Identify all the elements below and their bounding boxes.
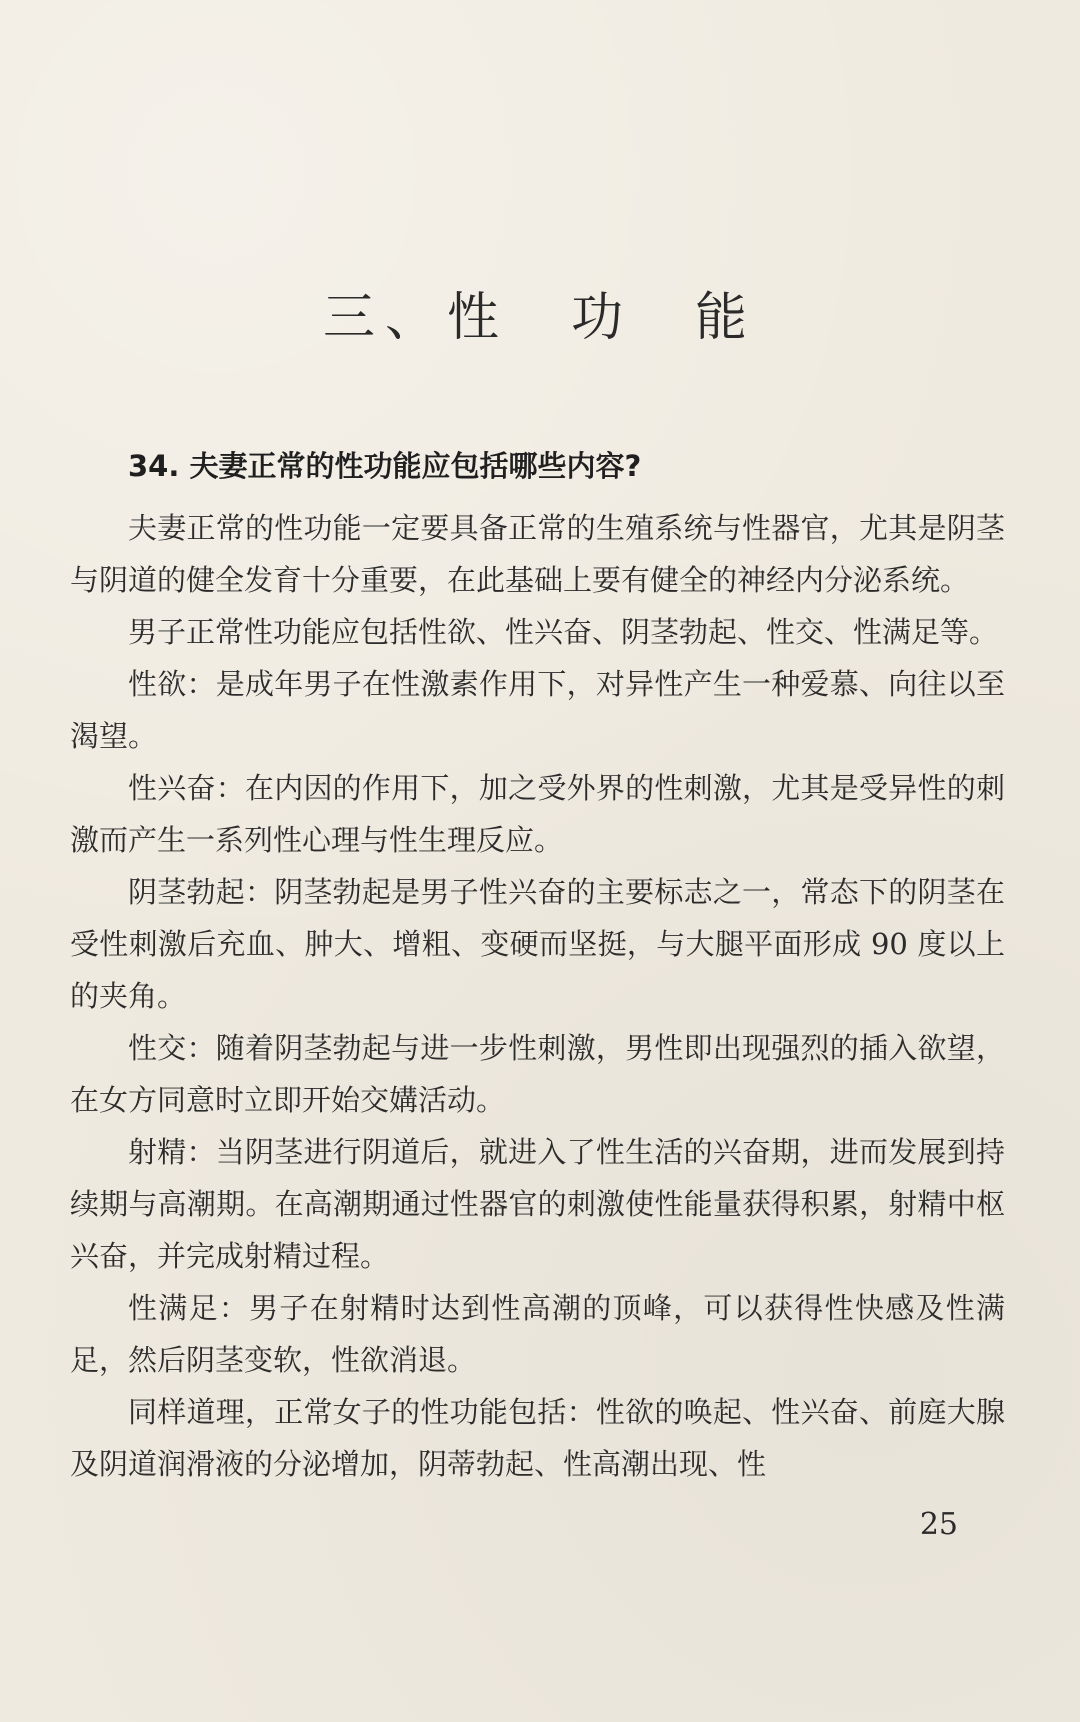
paragraph: 性兴奋：在内因的作用下，加之受外界的性刺激，尤其是受异性的刺激而产生一系列性心理与性生理反应。: [70, 771, 1005, 857]
paragraph: 同样道理，正常女子的性功能包括：性欲的唤起、性兴奋、前庭大腺及阴道润滑液的分泌增加，阴蒂勃起、性高潮出现、性: [70, 1395, 1005, 1481]
paragraph: 性交：随着阴茎勃起与进一步性刺激，男性即出现强烈的插入欲望，在女方同意时立即开始交媾活动。: [70, 1031, 1005, 1117]
paragraph: 射精：当阴茎进行阴道后，就进入了性生活的兴奋期，进而发展到持续期与高潮期。在高潮期通过性器官的刺激使性能量获得积累，射精中枢兴奋，并完成射精过程。: [70, 1135, 1005, 1273]
paragraph: 阴茎勃起：阴茎勃起是男子性兴奋的主要标志之一，常态下的阴茎在受性刺激后充血、肿大、增粗、变硬而坚挺，与大腿平面形成 90 度以上的夹角。: [70, 875, 1005, 1013]
page-number: 25: [919, 1507, 958, 1542]
chapter-title: 三、性 功 能: [322, 288, 757, 348]
page-content: [70, 440, 1005, 1490]
paragraph: 性满足：男子在射精时达到性高潮的顶峰，可以获得性快感及性满足，然后阴茎变软，性欲消退。: [70, 1291, 1005, 1377]
paragraph: 夫妻正常的性功能一定要具备正常的生殖系统与性器官，尤其是阴茎与阴道的健全发育十分重要，在此基础上要有健全的神经内分泌系统。: [70, 511, 1005, 597]
paragraph: 性欲：是成年男子在性激素作用下，对异性产生一种爱慕、向往以至渴望。: [70, 667, 1005, 753]
question-heading: 34. 夫妻正常的性功能应包括哪些内容?: [128, 449, 642, 483]
paragraph: 男子正常性功能应包括性欲、性兴奋、阴茎勃起、性交、性满足等。: [128, 615, 999, 649]
